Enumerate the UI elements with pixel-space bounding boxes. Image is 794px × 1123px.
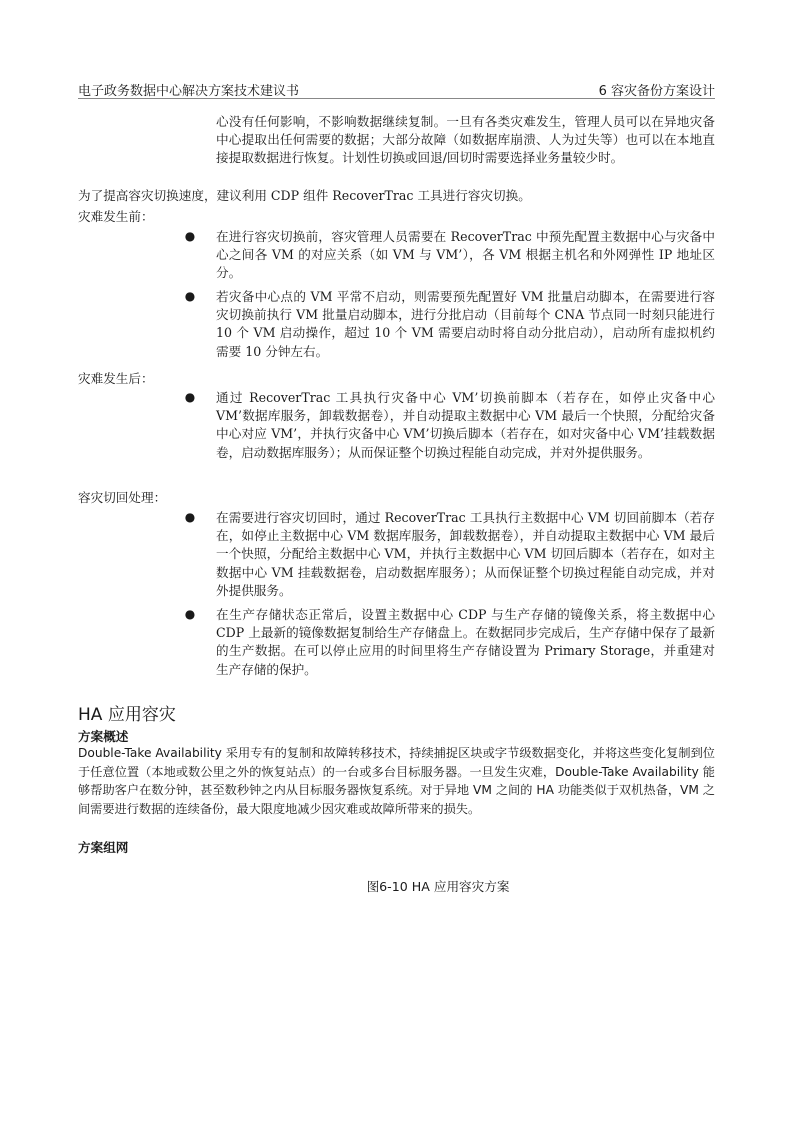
after-label: 灾难发生后： [78,371,154,386]
bullet-dot: ● [184,229,196,243]
overview-text: Double-Take Availability 采用专有的复制和故障转移技术，持续捕捉区块或字节级数据变化，并将这些变化复制到位于任意位置（本地或数公里之外的恢复站点）的一台或多台目标服务器。一旦发生灾难，Double-Take Availability 能够帮助客户在数分钟，甚至数秒钟之内从目标服务器恢复系统。对于异地 VM 之间的 HA 功能类似于双机热备，VM 之间需要进行数据的连续备份，最大限度地减少因灾难或故障所带来的损失。 [78,746,715,816]
figure-caption: 图6-10 HA 应用容灾方案 [366,879,510,894]
bullet-dot: ● [184,390,196,404]
failback-bullet-1: 在需要进行容灾切回时，通过 RecoverTrac 工具执行主数据中心 VM 切回前脚本（若存在，如停止主数据中心 VM 数据库服务，卸载数据卷），并自动提取主数据中心 VM 最后一个快照，分配给主数据中心 VM，并执行主数据中心 VM 切回后脚本（若存在，如对主数据中心 VM 挂载数据卷，启动数据库服务）；从而保证整个切换过程能自动完成，并对外提供服务。 [216,510,715,598]
bullet-dot: ● [184,510,196,524]
before-bullet-1: 在进行容灾切换前，容灾管理人员需要在 RecoverTrac 中预先配置主数据中心与灾备中心之间各 VM 的对应关系（如 VM 与 VM’），各 VM 根据主机名和外网弹性 IP 地址区分。 [216,229,715,281]
bullet-dot: ● [184,289,196,303]
before-label: 灾难发生前： [78,209,154,224]
failback-label: 容灾切回处理： [78,490,167,505]
network-title: 方案组网 [78,840,129,855]
bullet-dot: ● [184,607,196,621]
header-divider [78,98,715,99]
failback-bullet-2: 在生产存储状态正常后，设置主数据中心 CDP 与生产存储的镜像关系，将主数据中心 CDP 上最新的镜像数据复制给生产存储盘上。在数据同步完成后，生产存储中保存了最新的生产数据。在可以停止应用的时间里将生产存储设置为 Primary Storage，并重建对生产存储的保护。 [216,607,715,677]
cdp-sentence: 为了提高容灾切换速度，建议利用 CDP 组件 RecoverTrac 工具进行容灾切换。 [78,188,531,203]
overview-title: 方案概述 [78,729,129,744]
section-title-ha: HA 应用容灾 [78,705,176,725]
header-title: 电子政务数据中心解决方案技术建议书 [78,84,300,99]
intro-continuation: 心没有任何影响，不影响数据继续复制。一旦有各类灾难发生，管理人员可以在异地灾备中心提取出任何需要的数据；大部分故障（如数据库崩溃、人为过失等）也可以在本地直接提取数据进行恢复。计划性切换或回退/回切时需要选择业务量较少时。 [216,114,715,166]
before-bullet-2: 若灾备中心点的 VM 平常不启动，则需要预先配置好 VM 批量启动脚本，在需要进行容灾切换前执行 VM 批量启动脚本，进行分批启动（目前每个 CNA 节点同一时刻只能进行 10 个 VM 启动操作，超过 10 个 VM 需要启动时将自动分批启动），启动所有虚拟机约需要 10 分钟左右。 [216,289,715,359]
header-chapter: 6 容灾备份方案设计 [598,84,715,99]
after-bullet-1: 通过 RecoverTrac 工具执行灾备中心 VM’切换前脚本（若存在，如停止灾备中心 VM’数据库服务，卸载数据卷），并自动提取主数据中心 VM 最后一个快照，分配给灾备中心对应 VM’，并执行灾备中心 VM’切换后脚本（若存在，如对灾备中心 VM’挂载数据卷，启动数据库服务）；从而保证整个切换过程能自动完成，并对外提供服务。 [216,390,715,460]
